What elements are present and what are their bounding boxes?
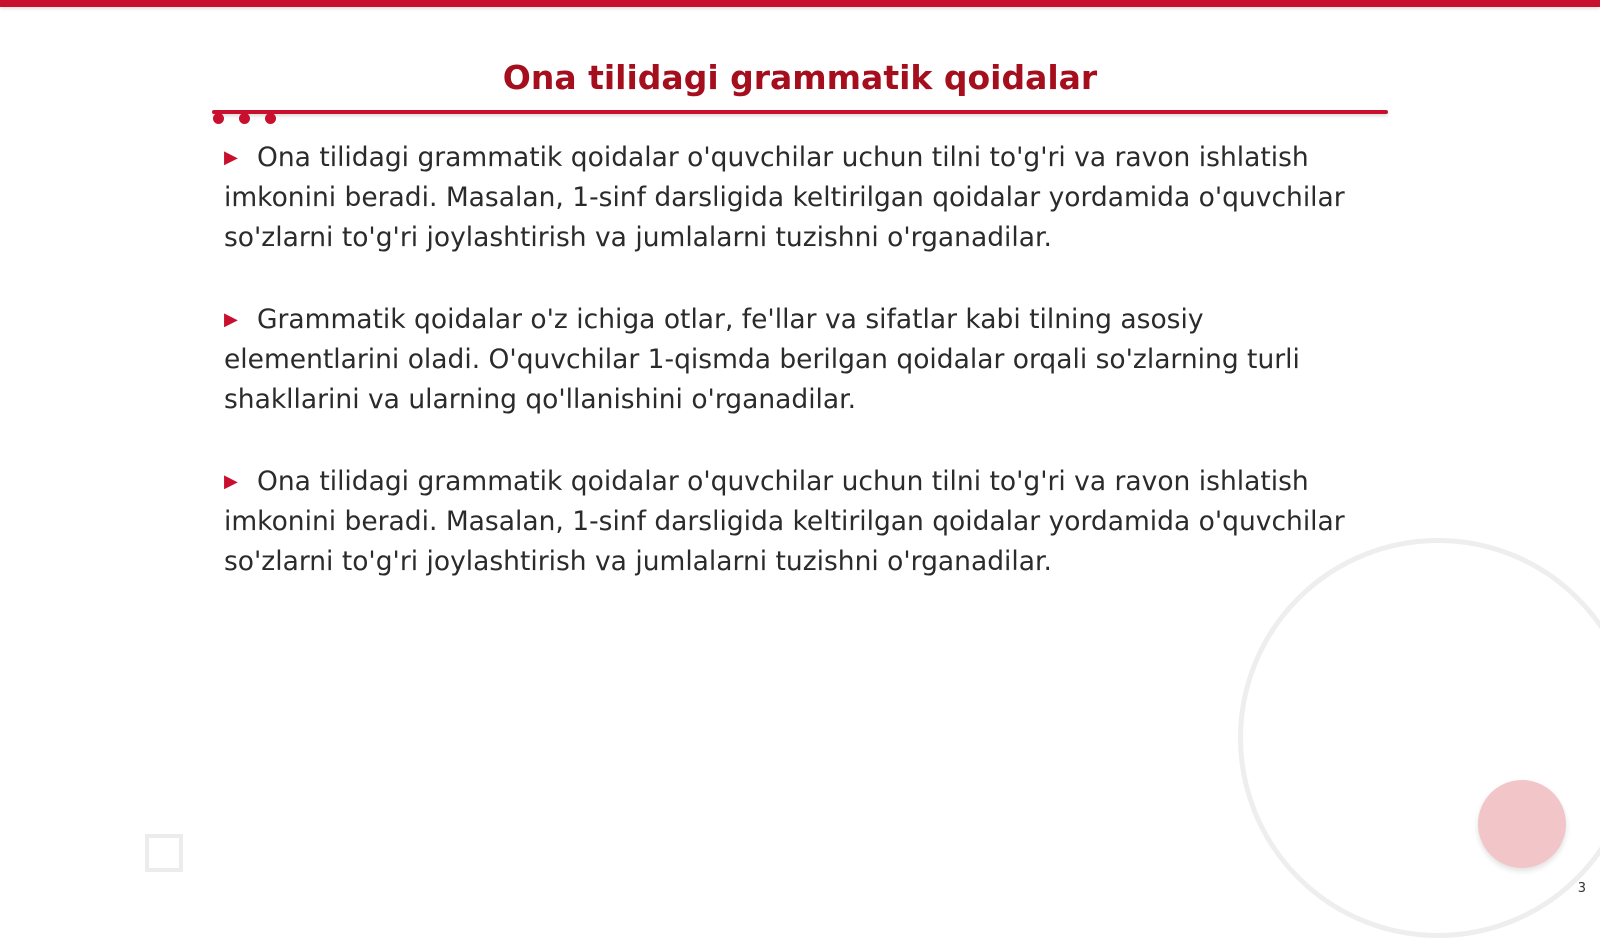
decorative-square-outline [145,834,183,872]
page-number: 3 [1577,881,1586,896]
decorative-dot [213,113,224,124]
top-accent-bar [0,0,1600,7]
bullet-item [224,138,1374,258]
bullet-text: Ona tilidagi grammatik qoidalar o'quvchilar uchun tilni to'g'ri va ravon ishlatish imkonini beradi. Masalan, 1-sinf darsligida keltirilgan qoidalar yordamida o'quvchilar so'zlarni to'g'ri joylashtirish va jumlalarni tuzishni o'rganadilar. [224,466,1345,577]
triangle-bullet-icon: ▶ [224,309,238,330]
decorative-pink-circle [1478,780,1566,868]
decorative-dot [265,113,276,124]
triangle-bullet-icon: ▶ [224,471,238,492]
bullet-text: Grammatik qoidalar o'z ichiga otlar, fe'llar va sifatlar kabi tilning asosiy elementlarini oladi. O'quvchilar 1-qismda berilgan qoidalar orqali so'zlarning turli shakllarini va ularning qo'llanishini o'rganadilar. [224,304,1300,415]
title-underline [212,110,1388,114]
bullet-item [224,300,1374,420]
bullet-text: Ona tilidagi grammatik qoidalar o'quvchilar uchun tilni to'g'ri va ravon ishlatish imkonini beradi. Masalan, 1-sinf darsligida keltirilgan qoidalar yordamida o'quvchilar so'zlarni to'g'ri joylashtirish va jumlalarni tuzishni o'rganadilar. [224,142,1345,253]
triangle-bullet-icon: ▶ [224,147,238,168]
bullet-list [224,138,1374,624]
slide-title: Ona tilidagi grammatik qoidalar [502,58,1098,97]
decorative-dot [239,113,250,124]
bullet-item [224,462,1374,582]
